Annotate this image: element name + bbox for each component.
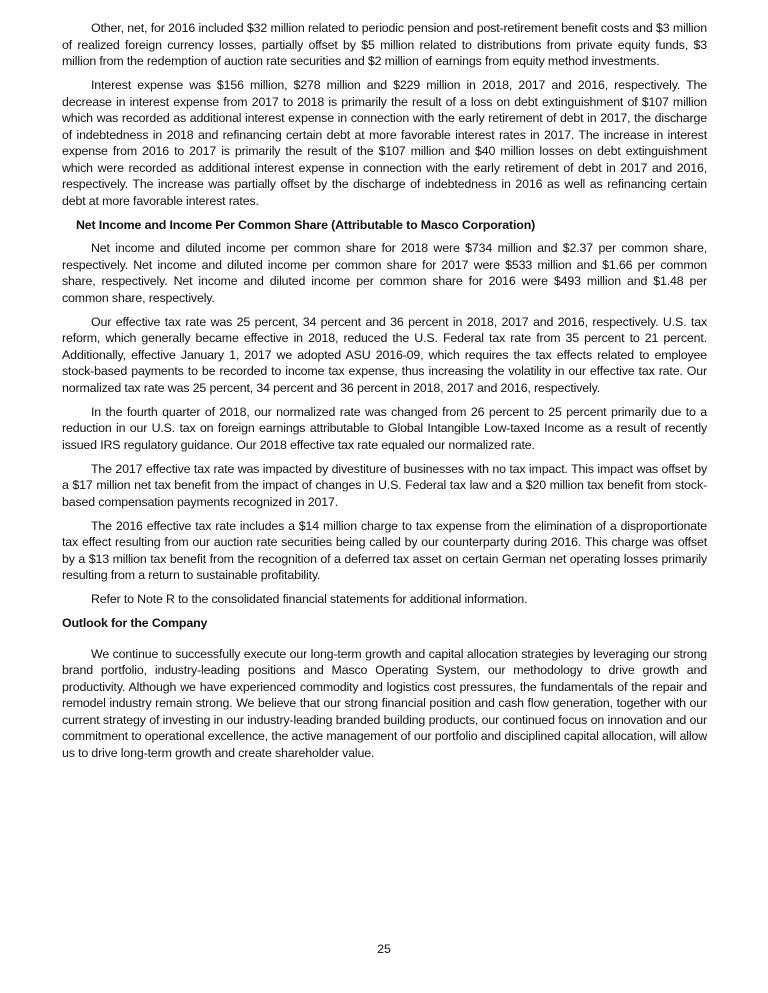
paragraph-2017-tax-rate: The 2017 effective tax rate was impacted by divestiture of businesses with no tax impact. This impact was offset by a $17 million net tax benefit from the impact of changes in U.S. Federal tax law and a $20 million tax benefit from stock-based compensation payments recognized in 2017. [62,461,707,509]
document-body [62,20,707,769]
page-number: 25 [377,942,391,956]
paragraph-fourth-quarter: In the fourth quarter of 2018, our normalized rate was changed from 26 percent to 25 percent primarily due to a reduction in our U.S. tax on foreign earnings attributable to Global Intangible Low-taxed Income as a result of recently issued IRS regulatory guidance. Our 2018 effective tax rate equaled our normalized rate. [62,404,707,452]
paragraph-outlook: We continue to successfully execute our long-term growth and capital allocation strategies by leveraging our strong brand portfolio, industry-leading positions and Masco Operating System, our methodology to drive growth and productivity. Although we have experienced commodity and logistics cost pressures, the fundamentals of the repair and remodel industry remain strong. We believe that our strong financial position and cash flow generation, together with our current strategy of investing in our industry-leading branded building products, our continued focus on innovation and our commitment to operational excellence, the active management of our portfolio and disciplined capital allocation, will allow us to drive long-term growth and create shareholder value. [62,646,707,760]
paragraph-refer-note: Refer to Note R to the consolidated financial statements for additional information. [91,592,528,606]
paragraph-net-income: Net income and diluted income per common share for 2018 were $734 million and $2.37 per common share, respectively. Net income and diluted income per common share for 2017 were $533 million and $1.66 per common share, respectively. Net income and diluted income per common share for 2016 were $493 million and $1.48 per common share, respectively. [62,241,707,305]
paragraph-interest-expense: Interest expense was $156 million, $278 million and $229 million in 2018, 2017 and 2016, respectively. The decrease in interest expense from 2017 to 2018 is primarily the result of a loss on debt extinguishment of $107 million which was recorded as additional interest expense in connection with the early retirement of debt in 2017, the discharge of indebtedness in 2018 and refinancing certain debt at more favorable interest rates in 2017. The increase in interest expense from 2016 to 2017 is primarily the result of the $107 million and $40 million losses on debt extinguishment which were recorded as additional interest expense in connection with the early retirement of debt in 2017 and 2016, respectively. The increase was partially offset by the discharge of indebtedness in 2016 as well as refinancing certain debt at more favorable interest rates. [62,78,707,208]
heading-net-income: Net Income and Income Per Common Share (Attributable to Masco Corporation) [76,217,536,232]
paragraph-2016-tax-rate: The 2016 effective tax rate includes a $14 million charge to tax expense from the elimination of a disproportionate tax effect resulting from our auction rate securities being called by our counterparty during 2016. This charge was offset by a $13 million tax benefit from the recognition of a deferred tax asset on certain German net operating losses primarily resulting from a return to sustainable profitability. [62,518,707,582]
paragraph-effective-tax-rate: Our effective tax rate was 25 percent, 34 percent and 36 percent in 2018, 2017 and 2016, respectively. U.S. tax reform, which generally became effective in 2018, reduced the U.S. Federal tax rate from 35 percent to 21 percent. Additionally, effective January 1, 2017 we adopted ASU 2016-09, which requires the tax effects related to employee stock-based payments to be recorded to income tax expense, thus increasing the volatility in our effective tax rate. Our normalized tax rate was 25 percent, 34 percent and 36 percent in 2018, 2017 and 2016, respectively. [62,314,707,395]
heading-outlook: Outlook for the Company [62,616,208,630]
paragraph-other-net: Other, net, for 2016 included $32 million related to periodic pension and post-retirement benefit costs and $3 million of realized foreign currency losses, partially offset by $5 million related to distributions from private equity funds, $3 million from the redemption of auction rate securities and $2 million of earnings from equity method investments. [62,21,707,68]
